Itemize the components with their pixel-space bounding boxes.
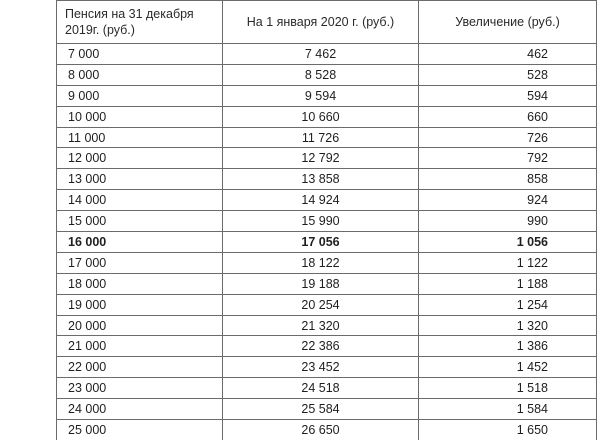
table-row (57, 148, 597, 169)
cell-pension-2019: 12 000 (57, 148, 223, 169)
cell-pension-2020: 9 594 (223, 85, 419, 106)
table-row (57, 127, 597, 148)
cell-increase: 924 (419, 190, 597, 211)
cell-pension-2019: 24 000 (57, 399, 223, 420)
cell-pension-2019: 19 000 (57, 294, 223, 315)
table-row (57, 64, 597, 85)
cell-increase: 660 (419, 106, 597, 127)
cell-increase: 1 518 (419, 378, 597, 399)
cell-increase: 726 (419, 127, 597, 148)
cell-pension-2020: 8 528 (223, 64, 419, 85)
cell-increase: 1 122 (419, 252, 597, 273)
table-row (57, 357, 597, 378)
cell-pension-2019: 14 000 (57, 190, 223, 211)
cell-pension-2020: 7 462 (223, 44, 419, 65)
cell-increase: 1 056 (419, 232, 597, 253)
cell-pension-2020: 11 726 (223, 127, 419, 148)
header-pension-2020: На 1 января 2020 г. (руб.) (223, 1, 419, 44)
cell-pension-2019: 9 000 (57, 85, 223, 106)
pension-table-container (56, 0, 596, 440)
cell-pension-2019: 17 000 (57, 252, 223, 273)
cell-increase: 858 (419, 169, 597, 190)
table-row (57, 106, 597, 127)
cell-pension-2019: 7 000 (57, 44, 223, 65)
table-row (57, 190, 597, 211)
table-row (57, 399, 597, 420)
table-row (57, 232, 597, 253)
table-row (57, 378, 597, 399)
cell-pension-2019: 10 000 (57, 106, 223, 127)
cell-pension-2020: 22 386 (223, 336, 419, 357)
cell-increase: 1 452 (419, 357, 597, 378)
table-row (57, 336, 597, 357)
table-row (57, 211, 597, 232)
cell-increase: 594 (419, 85, 597, 106)
table-header-row (57, 1, 597, 44)
table-row (57, 169, 597, 190)
table-row (57, 315, 597, 336)
header-increase: Увеличение (руб.) (419, 1, 597, 44)
table-row (57, 44, 597, 65)
cell-pension-2020: 14 924 (223, 190, 419, 211)
header-pension-2019: Пенсия на 31 декабря 2019г. (руб.) (57, 1, 223, 44)
cell-pension-2020: 24 518 (223, 378, 419, 399)
cell-pension-2019: 22 000 (57, 357, 223, 378)
cell-pension-2020: 20 254 (223, 294, 419, 315)
table-row (57, 252, 597, 273)
cell-pension-2020: 12 792 (223, 148, 419, 169)
cell-pension-2020: 13 858 (223, 169, 419, 190)
cell-increase: 1 188 (419, 273, 597, 294)
cell-increase: 528 (419, 64, 597, 85)
cell-increase: 792 (419, 148, 597, 169)
cell-pension-2019: 21 000 (57, 336, 223, 357)
cell-pension-2019: 15 000 (57, 211, 223, 232)
cell-pension-2020: 25 584 (223, 399, 419, 420)
cell-pension-2019: 23 000 (57, 378, 223, 399)
cell-pension-2019: 25 000 (57, 420, 223, 440)
cell-increase: 990 (419, 211, 597, 232)
cell-increase: 1 386 (419, 336, 597, 357)
cell-pension-2020: 18 122 (223, 252, 419, 273)
table-row (57, 420, 597, 440)
cell-increase: 462 (419, 44, 597, 65)
cell-pension-2020: 10 660 (223, 106, 419, 127)
cell-pension-2020: 15 990 (223, 211, 419, 232)
cell-pension-2020: 26 650 (223, 420, 419, 440)
table-row (57, 294, 597, 315)
table-row (57, 85, 597, 106)
cell-increase: 1 584 (419, 399, 597, 420)
table-row (57, 273, 597, 294)
cell-increase: 1 650 (419, 420, 597, 440)
cell-pension-2019: 13 000 (57, 169, 223, 190)
cell-pension-2020: 23 452 (223, 357, 419, 378)
cell-pension-2019: 16 000 (57, 232, 223, 253)
cell-pension-2019: 8 000 (57, 64, 223, 85)
cell-pension-2020: 21 320 (223, 315, 419, 336)
cell-pension-2019: 20 000 (57, 315, 223, 336)
cell-pension-2020: 17 056 (223, 232, 419, 253)
cell-increase: 1 254 (419, 294, 597, 315)
pension-indexation-table (56, 0, 597, 440)
cell-pension-2020: 19 188 (223, 273, 419, 294)
cell-pension-2019: 11 000 (57, 127, 223, 148)
cell-increase: 1 320 (419, 315, 597, 336)
cell-pension-2019: 18 000 (57, 273, 223, 294)
